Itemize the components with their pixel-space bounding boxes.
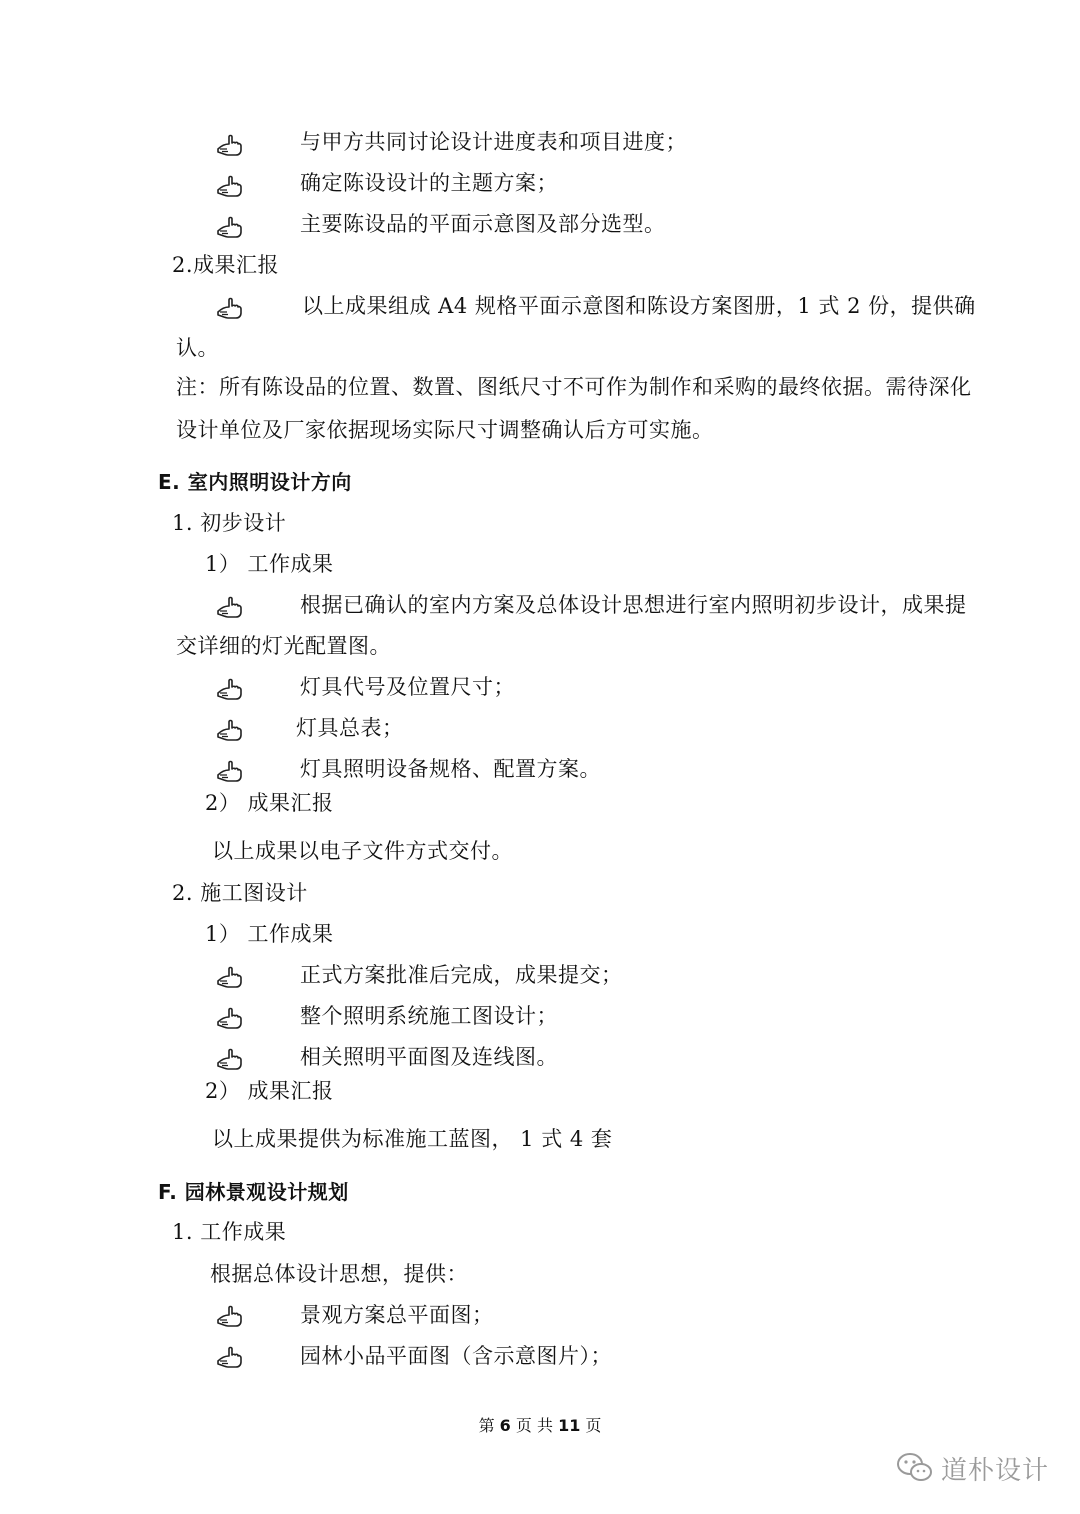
total-pages: 11 xyxy=(558,1416,581,1435)
list-item: 灯具照明设备规格、配置方案。 xyxy=(300,757,601,781)
paragraph-line: 根据总体设计思想，提供： xyxy=(210,1262,468,1286)
note-line: 注：所有陈设品的位置、数置、图纸尺寸不可作为制作和采购的最终依据。需待深化 xyxy=(176,375,972,399)
list-item: 正式方案批准后完成，成果提交； xyxy=(300,963,623,987)
subsection-heading: 2） 成果汇报 xyxy=(205,1079,334,1103)
section-title-e: E. 室内照明设计方向 xyxy=(158,470,352,494)
paragraph-line: 认。 xyxy=(176,336,219,360)
list-item: 景观方案总平面图； xyxy=(300,1303,494,1327)
section-title-f: F. 园林景观设计规划 xyxy=(158,1180,349,1204)
watermark-text: 道朴设计 xyxy=(941,1455,1050,1486)
section-heading: 2.成果汇报 xyxy=(172,253,280,277)
paragraph-line: 以上成果提供为标准施工蓝图， 1 式 4 套 xyxy=(212,1127,613,1151)
pointing-hand-icon xyxy=(215,1043,245,1073)
list-item: 与甲方共同讨论设计进度表和项目进度； xyxy=(300,130,687,154)
subsection-heading: 1） 工作成果 xyxy=(205,552,334,576)
pointing-hand-icon xyxy=(215,292,245,322)
paragraph-line: 根据已确认的室内方案及总体设计思想进行室内照明初步设计，成果提 xyxy=(300,593,967,617)
watermark xyxy=(895,1448,1049,1488)
paragraph-line: 交详细的灯光配置图。 xyxy=(176,634,391,658)
subsection-heading: 1. 初步设计 xyxy=(172,511,287,535)
pointing-hand-icon xyxy=(215,714,245,744)
pointing-hand-icon xyxy=(215,1002,245,1032)
pointing-hand-icon xyxy=(215,129,245,159)
subsection-heading: 2） 成果汇报 xyxy=(205,791,334,815)
pointing-hand-icon xyxy=(215,1300,245,1330)
current-page: 6 xyxy=(499,1416,511,1435)
pointing-hand-icon xyxy=(215,961,245,991)
pointing-hand-icon xyxy=(215,170,245,200)
note-line: 设计单位及厂家依据现场实际尺寸调整确认后方可实施。 xyxy=(176,418,714,442)
pointing-hand-icon xyxy=(215,755,245,785)
list-item: 相关照明平面图及连线图。 xyxy=(300,1045,558,1069)
pointing-hand-icon xyxy=(215,211,245,241)
page-footer: 第 6 页 共 11 页 xyxy=(478,1416,602,1435)
subsection-heading: 1. 工作成果 xyxy=(172,1220,287,1244)
list-item: 园林小品平面图（含示意图片）； xyxy=(300,1344,612,1368)
paragraph-line: 以上成果组成 A4 规格平面示意图和陈设方案图册，1 式 2 份，提供确 xyxy=(302,294,976,318)
wechat-icon xyxy=(895,1450,935,1486)
pointing-hand-icon xyxy=(215,673,245,703)
pointing-hand-icon xyxy=(215,1341,245,1371)
list-item: 整个照明系统施工图设计； xyxy=(300,1004,558,1028)
paragraph-line: 以上成果以电子文件方式交付。 xyxy=(212,839,513,863)
subsection-heading: 2. 施工图设计 xyxy=(172,881,308,905)
list-item: 主要陈设品的平面示意图及部分选型。 xyxy=(300,212,666,236)
pointing-hand-icon xyxy=(215,591,245,621)
subsection-heading: 1） 工作成果 xyxy=(205,922,334,946)
list-item: 确定陈设设计的主题方案； xyxy=(300,171,558,195)
list-item: 灯具代号及位置尺寸； xyxy=(300,675,515,699)
list-item: 灯具总表； xyxy=(296,716,404,740)
